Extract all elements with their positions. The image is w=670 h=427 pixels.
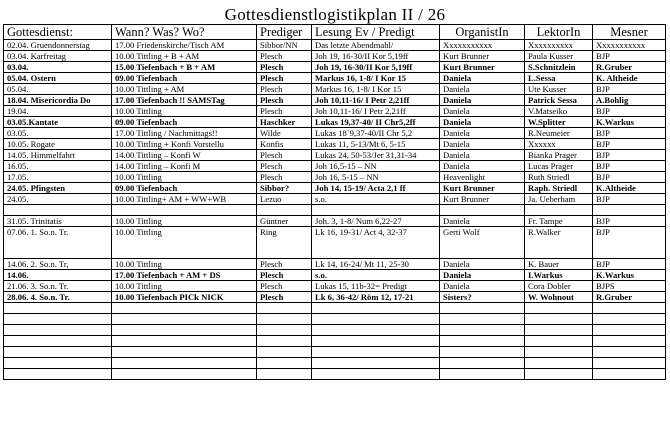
cell-wann: 14.00 Tittling – Konfi M [112, 161, 257, 172]
cell-lektor: Fr. Tampe [525, 216, 593, 227]
empty-cell [112, 325, 257, 336]
empty-cell [593, 314, 666, 325]
cell-lektor: S.Schnitzlein [525, 62, 593, 73]
empty-cell [112, 303, 257, 314]
cell-lesung: Joh 10,11-16/ I Petr 2,21ff [312, 95, 440, 106]
cell-lektor: Paula Kusser [525, 51, 593, 62]
cell-organist: Kurt Brunner [440, 194, 525, 205]
cell-mesner: R.Gruber [593, 292, 666, 303]
cell-gottesdienst [4, 205, 112, 216]
table-row [4, 139, 666, 150]
empty-cell [112, 369, 257, 380]
empty-cell [440, 303, 525, 314]
cell-prediger: Güntner [257, 216, 312, 227]
cell-lektor: Lucas Prager [525, 161, 593, 172]
empty-cell [525, 347, 593, 358]
empty-cell [257, 314, 312, 325]
empty-cell [312, 369, 440, 380]
cell-mesner [593, 205, 666, 216]
cell-mesner: BJP [593, 216, 666, 227]
empty-row [4, 303, 666, 314]
cell-lesung: Lk 16, 19-31/ Act 4, 32-37 [312, 227, 440, 259]
cell-wann: 15.00 Tiefenbach + B + AM [112, 62, 257, 73]
cell-lesung: Joh 19, 16-30/II Kor 5,19ff [312, 62, 440, 73]
cell-wann: 10.00 Tittling [112, 172, 257, 183]
cell-lesung: Markus 16, 1-8/ I Kor 15 [312, 84, 440, 95]
cell-prediger: Lezuo [257, 194, 312, 205]
cell-lesung [312, 205, 440, 216]
empty-cell [4, 336, 112, 347]
cell-mesner: BJP [593, 227, 666, 259]
empty-cell [257, 347, 312, 358]
empty-cell [257, 369, 312, 380]
table-row [4, 73, 666, 84]
cell-mesner: K.Warkus [593, 117, 666, 128]
empty-cell [312, 358, 440, 369]
cell-organist: Daniela [440, 150, 525, 161]
empty-cell [525, 358, 593, 369]
cell-gottesdienst: 03.04. [4, 62, 112, 73]
cell-lektor: R.Neumeier [525, 128, 593, 139]
cell-prediger: Plesch [257, 62, 312, 73]
col-header-wann: Wann? Was? Wo? [112, 25, 257, 40]
empty-cell [440, 347, 525, 358]
table-row [4, 40, 666, 51]
cell-organist: Daniela [440, 117, 525, 128]
empty-row [4, 358, 666, 369]
empty-cell [4, 358, 112, 369]
cell-wann [112, 205, 257, 216]
empty-cell [312, 336, 440, 347]
cell-mesner: BJP [593, 194, 666, 205]
table-row [4, 172, 666, 183]
cell-lektor: Cora Dobler [525, 281, 593, 292]
cell-lesung: Joh 19, 16-30/II Kor 5,19ff [312, 51, 440, 62]
table-row [4, 161, 666, 172]
cell-organist: Daniela [440, 161, 525, 172]
cell-organist [440, 205, 525, 216]
cell-wann: 09.00 Tiefenbach [112, 73, 257, 84]
cell-lektor: K. Bauer [525, 259, 593, 270]
cell-organist: Daniela [440, 139, 525, 150]
cell-wann: 14.00 Tittling – Konfi W [112, 150, 257, 161]
cell-prediger: Konfis [257, 139, 312, 150]
table-row [4, 117, 666, 128]
table-row [4, 51, 666, 62]
cell-mesner: BJP [593, 106, 666, 117]
cell-gottesdienst: 31.05. Trinitatis [4, 216, 112, 227]
empty-cell [4, 314, 112, 325]
cell-wann: 17.00 Tittling / Nachmittags!! [112, 128, 257, 139]
empty-row [4, 336, 666, 347]
empty-cell [4, 347, 112, 358]
cell-prediger: Plesch [257, 106, 312, 117]
empty-cell [257, 325, 312, 336]
cell-organist: Daniela [440, 95, 525, 106]
empty-cell [525, 303, 593, 314]
cell-gottesdienst: 21.06. 3. So.n. Tr. [4, 281, 112, 292]
header-row [4, 25, 666, 40]
cell-prediger: Plesch [257, 172, 312, 183]
cell-lektor: Ute Kusser [525, 84, 593, 95]
empty-cell [4, 303, 112, 314]
cell-lektor: L.Sessa [525, 73, 593, 84]
cell-mesner: BJP [593, 172, 666, 183]
cell-organist: Kurt Brunner [440, 183, 525, 194]
cell-wann: 17.00 Tiefenbach + AM + DS [112, 270, 257, 281]
empty-cell [112, 347, 257, 358]
cell-lektor: Raph. Striedl [525, 183, 593, 194]
empty-row [4, 347, 666, 358]
cell-organist: Daniela [440, 84, 525, 95]
cell-mesner: BJP [593, 259, 666, 270]
cell-lesung: Markus 16, 1-8/ I Kor 15 [312, 73, 440, 84]
cell-wann: 10.00 Tittling [112, 259, 257, 270]
cell-lesung: Lukas 18`9,37-40/II Chr 5,2 [312, 128, 440, 139]
cell-prediger: Plesch [257, 150, 312, 161]
cell-mesner: K. Altheide [593, 73, 666, 84]
empty-cell [440, 325, 525, 336]
cell-gottesdienst: 07.06. 1. So.n. Tr. [4, 227, 112, 259]
table-row [4, 84, 666, 95]
empty-cell [525, 325, 593, 336]
empty-cell [593, 303, 666, 314]
cell-lesung: Lk 14, 16-24/ Mt 11, 25-30 [312, 259, 440, 270]
table-row [4, 194, 666, 205]
cell-gottesdienst: 28.06. 4. So.n. Tr. [4, 292, 112, 303]
empty-cell [525, 336, 593, 347]
cell-wann: 10.00 Tittling + B + AM [112, 51, 257, 62]
col-header-organist: OrganistIn [440, 25, 525, 40]
cell-prediger: Plesch [257, 292, 312, 303]
empty-cell [525, 314, 593, 325]
cell-organist: Daniela [440, 270, 525, 281]
cell-prediger: Plesch [257, 281, 312, 292]
table-row [4, 106, 666, 117]
cell-organist: Kurt Brunner [440, 51, 525, 62]
empty-cell [4, 369, 112, 380]
empty-cell [257, 358, 312, 369]
cell-organist: Daniela [440, 128, 525, 139]
table-row [4, 183, 666, 194]
cell-lesung: s.o. [312, 194, 440, 205]
empty-cell [440, 358, 525, 369]
cell-gottesdienst: 03.05. [4, 128, 112, 139]
cell-lektor: R.Walker [525, 227, 593, 259]
table-row [4, 216, 666, 227]
col-header-prediger: Prediger [257, 25, 312, 40]
cell-organist: Daniela [440, 281, 525, 292]
cell-prediger: Plesch [257, 259, 312, 270]
cell-gottesdienst: 10.05. Rogate [4, 139, 112, 150]
cell-lektor: Ja. Ueberham [525, 194, 593, 205]
table-row [4, 205, 666, 216]
empty-cell [593, 325, 666, 336]
cell-prediger: Plesch [257, 95, 312, 106]
cell-wann: 17.00 Friedenskirche/Tisch AM [112, 40, 257, 51]
cell-organist: Daniela [440, 73, 525, 84]
cell-lektor: Patrick Sessa [525, 95, 593, 106]
empty-cell [257, 303, 312, 314]
cell-lesung: Lukas 11, 5-13/Mt 6, 5-15 [312, 139, 440, 150]
empty-cell [4, 325, 112, 336]
cell-prediger: Sibbor/NN [257, 40, 312, 51]
cell-gottesdienst: 19.04. [4, 106, 112, 117]
cell-prediger: Wilde [257, 128, 312, 139]
empty-cell [440, 336, 525, 347]
cell-organist: Kurt Brunner [440, 62, 525, 73]
cell-gottesdienst: 14.05. Himmelfahrt [4, 150, 112, 161]
cell-lesung: Joh 10,11-16/ I Petr 2,21ff [312, 106, 440, 117]
cell-mesner: Xxxxxxxxxxx [593, 40, 666, 51]
cell-wann: 10.00 Tittling + AM [112, 84, 257, 95]
cell-gottesdienst: 24.05. [4, 194, 112, 205]
cell-wann: 09.00 Tiefenbach [112, 117, 257, 128]
cell-lesung: Lukas 15, 11b-32= Predigt [312, 281, 440, 292]
cell-lesung: Lukas 24, 50-53/Jer 31,31-34 [312, 150, 440, 161]
cell-lektor: W. Wohnout [525, 292, 593, 303]
cell-mesner: BJP [593, 128, 666, 139]
empty-row [4, 314, 666, 325]
cell-organist: Sisters? [440, 292, 525, 303]
empty-cell [440, 314, 525, 325]
empty-cell [312, 303, 440, 314]
table-row [4, 128, 666, 139]
empty-cell [440, 369, 525, 380]
cell-lektor [525, 205, 593, 216]
cell-lesung: Joh 14, 15-19/ Acta 2,1 ff [312, 183, 440, 194]
cell-wann: 10.00 Tittling+ AM + WW+WB [112, 194, 257, 205]
cell-gottesdienst: 05.04. [4, 84, 112, 95]
empty-cell [112, 314, 257, 325]
cell-wann: 09.00 Tiefenbach [112, 183, 257, 194]
cell-mesner: R.Gruber [593, 62, 666, 73]
cell-organist: Daniela [440, 106, 525, 117]
table-row [4, 95, 666, 106]
table-row [4, 227, 666, 259]
empty-cell [593, 358, 666, 369]
table-row [4, 150, 666, 161]
empty-cell [593, 336, 666, 347]
cell-prediger [257, 205, 312, 216]
cell-prediger: Sibbor? [257, 183, 312, 194]
cell-wann: 17.00 Tiefenbach !! SAMSTag [112, 95, 257, 106]
empty-cell [593, 369, 666, 380]
cell-prediger: Plesch [257, 51, 312, 62]
table-row [4, 259, 666, 270]
table-row [4, 281, 666, 292]
empty-cell [525, 369, 593, 380]
empty-cell [112, 358, 257, 369]
cell-wann: 10.00 Tittling + Konfi Vorstellu [112, 139, 257, 150]
cell-gottesdienst: 03.04. Karfreitag [4, 51, 112, 62]
schedule-body [4, 40, 666, 380]
cell-organist: Gerti Wolf [440, 227, 525, 259]
cell-gottesdienst: 18.04. Misericordia Do [4, 95, 112, 106]
cell-wann: 10.00 Tittling [112, 106, 257, 117]
cell-lesung: Joh 16, 5-15 – NN [312, 172, 440, 183]
col-header-lektor: LektorIn [525, 25, 593, 40]
cell-organist: Xxxxxxxxxxx [440, 40, 525, 51]
cell-gottesdienst: 03.05.Kantate [4, 117, 112, 128]
cell-mesner: BJP [593, 161, 666, 172]
cell-prediger: Plesch [257, 73, 312, 84]
cell-lesung: Joh 16,5-15 – NN [312, 161, 440, 172]
cell-lektor: Ruth Striedl [525, 172, 593, 183]
cell-prediger: Plesch [257, 84, 312, 95]
cell-lektor: Xxxxxx [525, 139, 593, 150]
cell-lesung: s.o. [312, 270, 440, 281]
schedule-table [3, 24, 666, 380]
cell-gottesdienst: 14.06. [4, 270, 112, 281]
empty-cell [312, 347, 440, 358]
cell-gottesdienst: 14.06. 2. So.n. Tr, [4, 259, 112, 270]
empty-cell [257, 336, 312, 347]
cell-gottesdienst: 17.05. [4, 172, 112, 183]
cell-gottesdienst: 05.04. Ostern [4, 73, 112, 84]
cell-organist: Heavenlight [440, 172, 525, 183]
cell-lektor: Bianka Prager [525, 150, 593, 161]
cell-prediger: Plesch [257, 270, 312, 281]
col-header-gottesdienst: Gottesdienst: [4, 25, 112, 40]
cell-gottesdienst: 16.05. [4, 161, 112, 172]
empty-cell [112, 336, 257, 347]
page-title: Gottesdienstlogistikplan II / 26 [224, 5, 446, 24]
empty-row [4, 325, 666, 336]
cell-mesner: BJP [593, 150, 666, 161]
cell-gottesdienst: 02.04. Gruendonnerstag [4, 40, 112, 51]
cell-mesner: A.Bohlig [593, 95, 666, 106]
empty-cell [312, 325, 440, 336]
cell-wann: 10.00 Tittling [112, 216, 257, 227]
table-row [4, 270, 666, 281]
cell-wann: 10.00 Tiefenbach PICk NICK [112, 292, 257, 303]
cell-lektor: I.Warkus [525, 270, 593, 281]
col-header-lesung: Lesung Ev / Predigt [312, 25, 440, 40]
cell-lesung: Das letzte Abendmahl/ [312, 40, 440, 51]
table-row [4, 292, 666, 303]
cell-mesner: K.Warkus [593, 270, 666, 281]
col-header-mesner: Mesner [593, 25, 666, 40]
cell-prediger: Ring [257, 227, 312, 259]
cell-mesner: BJP [593, 51, 666, 62]
cell-mesner: BJP [593, 84, 666, 95]
empty-cell [312, 314, 440, 325]
cell-wann: 10.00 Tittling [112, 281, 257, 292]
cell-mesner: BJPS [593, 281, 666, 292]
cell-organist: Daniela [440, 216, 525, 227]
empty-cell [593, 347, 666, 358]
table-row [4, 62, 666, 73]
cell-lesung: Joh. 3, 1-8/ Num 6,22-27 [312, 216, 440, 227]
cell-wann: 10.00 Tittling [112, 227, 257, 259]
cell-gottesdienst: 24.05. Pfingsten [4, 183, 112, 194]
cell-mesner: BJP [593, 139, 666, 150]
cell-mesner: K.Altheide [593, 183, 666, 194]
cell-lektor: W.Splitter [525, 117, 593, 128]
cell-prediger: Haschker [257, 117, 312, 128]
cell-prediger: Plesch [257, 161, 312, 172]
cell-lesung: Lk 6, 36-42/ Röm 12, 17-21 [312, 292, 440, 303]
cell-lektor: V.Matseiko [525, 106, 593, 117]
cell-lesung: Lukas 19,37-40/ II Chr5,2ff [312, 117, 440, 128]
cell-lektor: Xxxxxxxxxx [525, 40, 593, 51]
empty-row [4, 369, 666, 380]
cell-organist: Daniela [440, 259, 525, 270]
